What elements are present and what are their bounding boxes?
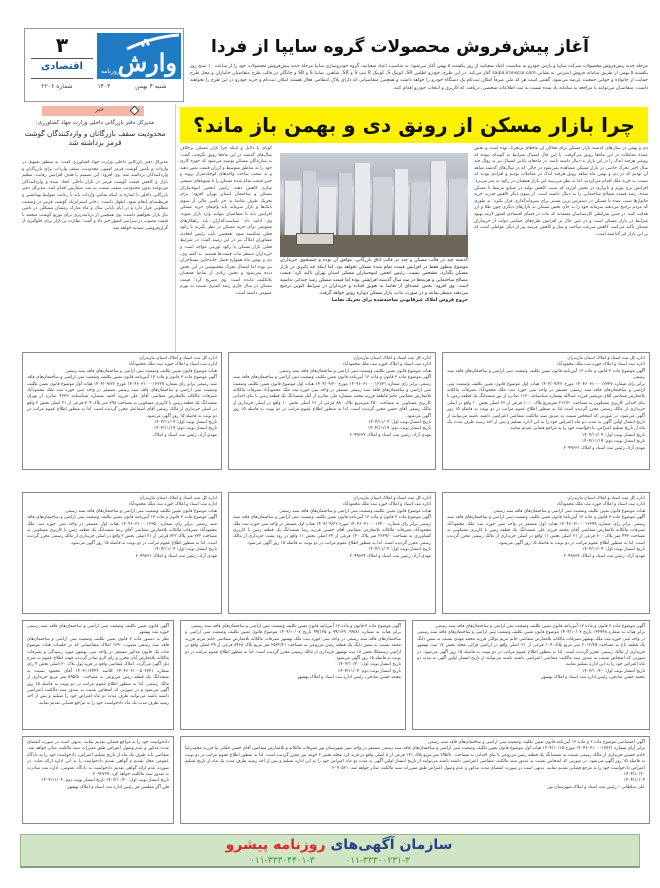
legal-notice	[412, 620, 650, 730]
notice-date: ۱۴۰۴/۱۰/۲۰	[623, 772, 645, 778]
advertising-banner	[20, 834, 640, 868]
news-tag-label: خبر	[95, 106, 104, 113]
notice-office: اداره ثبت اسناد و املاک حوزه ثبت ملک محمودآباد	[556, 362, 645, 368]
notice-office: اداره ثبت اسناد و املاک حوزه ثبت ملک محمودآباد	[556, 502, 645, 508]
masthead	[24, 28, 184, 102]
housing-photo	[280, 153, 468, 257]
notice-body: برابر هیات به شماره ۱۴۴۹۴۸ تاریخ ۱۴۰۴/۱۰/۰۷ موضوع قانون تعیین تکلیف وضعیت ثبتی اراضی و ساختمان‌های فاقد سند رسمی در واحد ثبتی حوزه ثبت ملک بهشهر تصرفات مالکانه بلامعارض متقاضی خانم مریم توکلی فرزند محمد مهدی نسبت به شش دانگ یک قطعه باغ به مساحت ۲۰۱۲/۳۵ متر مربع پلاک ۱۰۴ فرعی از ۳۱ اصلی واقع در اراضی قرائی محله بخش ۱۷ ثبت بهشهر خریداری از مالک رسمی محرز گردیده است. لذا به منظور اطلاع عموم مراتب در دو نوبت به فاصله ۱۵ روز آگهی می‌شود. در صورتی که اشخاص نسبت به صدور سند مالکیت متقاضی اعتراضی داشته باشند می‌توانند از تاریخ انتشار اولین آگهی به مدت دو ماه اعتراض خود را به این اداره تسلیم نمایند.	[417, 630, 645, 668]
notice-date: ۱۴۰۴/۱۱/۰۴	[623, 778, 645, 784]
logo-text: وارش	[117, 48, 177, 77]
notice-org: اداره کل ثبت اسناد و املاک استان مازندران	[139, 496, 217, 501]
notice-signer: محمد حسن صادقی، رئیس اداره ثبت اسناد و املاک بهشهر	[297, 675, 401, 681]
notice-body: نظر به دستور ماده ۳ قانون تعیین تکلیف وضعیت ثبتی اراضی و ساختمان‌های فاقد سند رسمی مصوب ۱۳۹۰ املاک متقاضیانی که در جلسات هیات موضوع ماده یک قانون مذکور مستقر در واحد ثبتی بهشهر مورد رسیدگی و تصرفات مالکانه بلامعارض آنان محرز و رای لازم صادر گردیده جهت اطلاع عموم به شرح ذیل آگهی می‌گردد. املاک متقاضی واقع در قریه پول پلاک ۳۰ اصلی بخش ۴ رای شماره ۱۴۰۴۶۰۳۱۰۰۵۰۳۳۴۱ کلاسه ۱۴۰۳۱۱۴۴۴۴ آقای محمود نسبت به ششدانگ یک قطعه زمین مزروعی به مساحت ۵۹۵/۵۰ متر مربع خریداری از مالک رسمی. لذا به منظور اطلاع عموم مراتب در دو نوبت به فاصله ۱۵ روز آگهی می‌شود و در صورتی که اشخاص نسبت به صدور سند مالکیت اعتراضی داشته باشند می‌توانند ظرف مدت دو ماه اعتراض خود را تسلیم و پس از اخذ رسید ظرف مدت یک ماه دادخواست خود را به مراجع قضایی تقدیم نمایند.	[27, 636, 170, 706]
notice-body: آگهی موضوع ماده ۳ قانون و ماده ۱۳ آیین‌نامه قانون تعیین تکلیف وضعیت ثبتی اراضی و ساختمان‌های فاقد سند رسمی برابر رای شماره ۱۴۰۴۶۰۳۱۰۰۰۱۲۳۵۰ هیات اول مستقر در واحد ثبتی حوزه ثبت ملک محمودآباد تصرفات مالکانه بلامعارض متقاضی آقای رضا ششدانگ یک قطعه زمین با کاربری مسکونی به مساحت ۲۲۲ متر پلاک ۷۲۲ فرعی از ۲۱ اصلی بخش ۲ واقع در اسلی خریداری از مالک رسمی محرز گردیده است. لذا به منظور اطلاع عموم مراتب در دو نوبت به فاصله ۱۵ روز آگهی می‌شود.	[27, 515, 218, 546]
notice-date: تاریخ انتشار نوبت دوم: ۱۴۰۴/۱۱/۱۹	[153, 426, 217, 432]
photo-caption-subhead: خروج فروش املاک غیرقانونی ساخته‌شده برای تحریک تقاضا	[331, 297, 468, 303]
notice-org: اداره کل ثبت اسناد و املاک استان مازندران	[567, 356, 645, 361]
banner-paper-label: روزنامه پیشرو	[225, 837, 326, 853]
legal-notice	[22, 620, 174, 730]
logo-prefix: روزنامه	[101, 68, 120, 75]
notice-org: اداره کل ثبت اسناد و املاک استان مازندران	[353, 496, 431, 501]
column-divider	[175, 104, 176, 352]
photo-caption	[280, 258, 468, 304]
top-story-body: مرحله جدید پیش‌فروش محصولات شرکت سایپا و پارس خودرو به مناسبت اعیاد شعبانیه از روز یکشنبه ۵ بهمن آغاز می‌شود؛ به مناسبت اعیاد شعبانیه، گروه خودروسازی سایپا مرحله جدید پیش‌فروش محصولات خود را از ساعت ۱۰ صبح روز یکشنبه ۵ بهمن از طریق سامانه فروش اینترنتی به نشانی saipa.iranecar.com آغاز می‌کند. در این طرح، خودرو اطلس SR، کوییک S، کوییک R تیپ S و SR، شاهین، ساینا S و SR و چانگان در قالب طرح متقاضیان جانبازان و محل طرح حمایت از خانواده و جوانی جمعیت عرضه می‌شود. گفتنی است هر کد ملی صرفاً امکان ثبت‌نام یک دستگاه خودرو را خواهد داشت و همچنین متقاضیانی که دارای پلاک انتظامی فعال هستند امکان ثبت‌نام و خرید خودرو در این طرح را نخواهند داشت. متقاضیان می‌توانند با مراجعه به سامانه یاد شده نسبت به ثبت اطلاعات شخصی، دریافت کد کاربری و انتخاب خودرو اقدام کنند.	[190, 64, 649, 91]
photo-caption-text: گذشته چند در قالب مسکن و چند در قالب اتاق بازرگانی، موافق آن بوده و جستجوی خریداران موضوع منظور فقط در افزایش قیمت تمام شده مسکن نخواهد بود. اما اینکه چه تاثیری در بازار مسکن بگذارد، مشخص نیست. رئیس انجمن انبوه‌سازان مسکن استان تهران تاکید کرد: قیمت مصالح ساختمانی و هزینه‌ها در سه سال گذشته افزایشی بوده اما قیمت مسکن رشد چندانی نداشته است. وی افزود: بخش عمده‌ای از تقاضا به تعویق افتاده و خریداران در شرایط کنونی ترجیح می‌دهند منتظر بمانند و در صورت ثبات، بازار مسکن دوباره رونق خواهد گرفت.	[280, 258, 468, 296]
notice-date: تاریخ انتشار نوبت دوم: ۱۴۰۴/۱۱/۱۹	[367, 426, 431, 432]
notice-body: دادخواست خود را به مراجع قضایی تقدیم نمایند. بدیهی است در صورت انقضای مدت مذکور و عدم وصول اعتراض طبق مقررات سند مالکیت صادر خواهد شد. متقاضی باید ظرف یک ماه از تاریخ تسلیم اعتراض، دادخواست خود را به دادگاه عمومی محل تقدیم و گواهی تقدیم دادخواست را به این اداره ارائه نماید. در صورت عدم ارائه گواهی تقدیم دادخواست به دادگاه عمومی، اداره ثبت مبادرت به صدور سند مالکیت خواهد کرد. ۲۰۹۲۷۲۹	[27, 740, 169, 778]
newspaper-logo	[97, 33, 181, 79]
notice-signer: مهدی آزاد، رئیس ثبت اسناد و املاک ۲۰۹۹۶۳۲	[349, 432, 431, 438]
issue-date: شنبه ۴ بهمن	[135, 83, 167, 90]
notice-date: تاریخ انتشار نوبت اول: ۱۴۰۴/۱۱/۰۴	[582, 547, 645, 553]
notice-date: تاریخ انتشار نوبت اول: ۱۴۰۴/۱۰/۲۰ تاریخ انتشار نوبت دوم: ۱۴۰۴/۱۱/۰۴	[41, 778, 169, 784]
notice-body: برابر هیات به شماره ۹۹/۸۱، ۹۹/۱۳۹ و ۹۹/۱۳۵ تاریخ ۱۴۰۴/۱۰/۰۷ موضوع قانون تعیین تکلیف وضعیت ثبتی اراضی و ساختمان‌های فاقد سند رسمی در واحد ثبتی حوزه ثبت ملک بهشهر تصرفات مالکانه بلامعارض متقاضی خانم مریم فرزند محمد نسبت به شش دانگ یک قطعه زمین مزروعی به مساحت ۲۵۳۲/۲۱ متر مربع پلاک ۸۴۶۸ فرعی از ۳۹ اصلی واقع در اراضی رستمکلا بخش ۱۸ ثبت بهشهر خریداری از مالک رسمی محرز گردیده است. لذا به منظور اطلاع عموم مراتب در دو نوبت به فاصله ۱۵ روز آگهی می‌شود.	[185, 630, 402, 662]
notice-signer: علی سلطانی – رئیس ثبت اسناد و املاک شهرستان نور	[547, 784, 645, 790]
banner-phone: ۰۱۱-۳۳۳۰۴۴۰۱-۳	[250, 856, 315, 866]
notice-date: تاریخ انتشار نوبت اول: ۱۴۰۴/۱۱/۰۴	[368, 420, 431, 426]
issue-date-line	[29, 83, 179, 90]
notice-org: اداره کل ثبت اسناد و املاک استان مازندران	[353, 356, 431, 361]
side-news-kicker: مدیرکل دفتر بازرگانی داخلی وزارت جهاد کشاورزی:	[35, 120, 155, 126]
legal-notice	[228, 352, 436, 470]
banner-title	[21, 837, 639, 853]
side-news-title: محدودیت سقف بازرگانان و واردکنندگان گوشت قرمز برداشته شد	[24, 129, 166, 147]
notice-date: تاریخ انتشار نوبت اول: ۱۴۰۴/۱۱/۰۴	[154, 420, 217, 426]
notice-date: تاریخ انتشار نوبت اول: ۱۴۰۴/۱۰/۲۰	[582, 668, 645, 674]
banner-phone: ۰۱۱-۳۳۳۰۰۲۳۱-۳	[345, 856, 410, 866]
banner-org-label: سازمان آگهی‌های	[330, 837, 453, 853]
notice-date: تاریخ انتشار نوبت دوم: ۱۴۰۴/۱۱/۰۴	[337, 668, 401, 674]
notice-title: آگهی اختصاصی موضوع ماده ۳ و ماده ۱۳ آیین‌نامه قانون تعیین تکلیف وضعیت ثبتی اراضی و ساختمان‌های فاقد سند رسمی	[427, 740, 645, 745]
notice-office: اداره ثبت اسناد و املاک حوزه ثبت ملک محمودآباد	[128, 502, 217, 508]
notice-body: آگهی موضوع ماده ۳ قانون و ماده ۱۳ آیین‌نامه قانون تعیین تکلیف وضعیت ثبتی اراضی و ساختمان‌های فاقد سند رسمی برابر رای شماره ۱۴۰۴۶۰۳۱۰۰۰۱۲۳۹۹ هیات اول مستقر در واحد ثبتی حوزه ثبت ملک محمودآباد تصرفات مالکانه بلامعارض متقاضی آقای محمد فرزند علی ششدانگ یک قطعه زمین با کاربری مسکونی به مساحت ۴۴۳ متر پلاک ۶۰۰ فرعی از ۲۱ اصلی بخش ۱۱ واقع در اسلی خریداری از مالک رسمی محرز گردیده است. لذا به منظور اطلاع عموم مراتب در دو نوبت به فاصله ۱۵ روز آگهی می‌شود.	[447, 515, 645, 546]
side-news-header	[20, 104, 170, 156]
notice-office: اداره ثبت اسناد و املاک حوزه ثبت ملک محمودآباد	[342, 502, 431, 508]
notice-title: آگهی قانون تعیین تکلیف وضعیت ثبتی اراضی و ساختمان‌های فاقد سند رسمی حوزه ثبت بهشهر	[27, 624, 169, 636]
notice-title: آگهی موضوع ماده ۳ قانون و ماده ۱۳ آیین‌نامه قانون تعیین تکلیف وضعیت ثبتی اراضی و ساختمان‌های فاقد سند رسمی	[447, 368, 645, 381]
legal-notice	[22, 492, 222, 614]
notice-title: آگهی موضوع ماده ۳ قانون و ماده ۱۳ آیین‌نامه قانون تعیین تکلیف وضعیت ثبتی اراضی و ساختمان‌های فاقد سند رسمی	[435, 624, 645, 629]
truck-shape	[296, 233, 334, 245]
notice-date: تاریخ انتشار نوبت اول: ۱۴۰۴/۱۱/۰۴	[154, 547, 217, 553]
top-story-title: آغاز پیش‌فروش محصولات گروه سایپا از فردا	[211, 37, 589, 57]
notice-org: اداره کل ثبت اسناد و املاک استان مازندران	[567, 496, 645, 501]
side-news-body: مدیرکل دفتر بازرگانی داخلی وزارت جهاد کشاورزی گفت: به منظور تسهیل در واردات و تامین گوشت قرمز کشور، محدودیت سقف واردات برای بازرگانان و واردکنندگان برداشته شد. وی افزود: این تصمیم با هدف افزایش رقابت، تنظیم بازار و کاهش قیمت گوشت قرمز در بازار داخلی اتخاذ شده و واردکنندگان می‌توانند بدون محدودیت سقف نسبت به ثبت سفارش اقدام کنند. مدیرکل دفتر بازرگانی داخلی با اشاره به اینکه تمامی واردات باید با رعایت ضوابط بهداشتی و قرنطینه‌ای انجام شود، اظهار داشت: ذخایر استراتژیک گوشت قرمز در وضعیت مطلوبی قرار دارد و در ایام پایانی سال و ماه مبارک رمضان مشکلی در تامین نیاز بازار نخواهیم داشت. وی همچنین از برنامه‌ریزی برای توزیع گوشت منجمد با قیمت مصوب در سراسر کشور خبر داد و گفت: نظارت بر بازار برای جلوگیری از گران‌فروشی تشدید خواهد شد.	[22, 160, 168, 231]
legal-notice	[180, 736, 650, 824]
notice-office: اداره ثبت اسناد و املاک حوزه ثبت ملک محمودآباد	[342, 362, 431, 368]
notice-signer: مهدی آزاد، رئیس ثبت اسناد و املاک ۲۰۹۹۶۳۱	[135, 553, 217, 559]
notice-signer: مهدی آزاد، رئیس ثبت اسناد و املاک ۲۰۹۹۶۳۳	[563, 553, 645, 559]
legal-notice	[22, 736, 174, 824]
notice-signer: مهدی آزاد، رئیس ثبت اسناد و املاک ۲۰۹۹۶۳۱	[563, 445, 645, 451]
main-story-column-right: دی و بهمن در سال‌های گذشته بازار مسکن برای فعالان آن ماه‌های پرتحرک بوده است و بخش عمده معاملات در این ماه‌ها رونق می‌گرفت. با این حال امسال شرایط به گونه‌ای نبوده که رونقی هرچند اندک را در این بازار به دنبال داشته باشد. در ماه‌های پایانی امسال نیز به روال چند سال اخیر تحرک خاصی در بازار مسکن مشاهده نمی‌شود در حالی که در سال‌های گذشته شاهد آن بودیم که در دی و بهمن ماه شاهد رونق هرچند اندک در معاملات بودیم و افرادی بودند که نسبت به خرید ملک اقدام می‌کردند. اما به نظر می‌رسد این بازار همچنان در رکود به سر می‌برد. افزایش نرخ تورم و ناترازی در بخش انرژی که سبب کاهش تولید در صنایع مرتبط با مسکن شده، رشد قیمت مصالح ساختمانی را به دنبال داشته است. از سوی دیگر کاهش قدرت خرید خانوارها سبب شده تا مسکن در دسترس ترین مسیر برای سرمایه‌گذاری قرار نگیرد؛ به طوری که مردم ترجیح می‌دهند سرمایه خود را به جای بخش مسکن به بازارهای دیگری چون طلا و ارز هدایت کنند. در چنین شرایطی کارشناسان معتقدند که ثبات در فضای اقتصادی کشور لازمه بهبود شرایط در بازار مسکن است و در عین حال بر افزایش طرح‌های حمایتی دولت از خریداران مسکن تأکید می‌کنند. کاهش سرعت ساخت و ساز و کاهش عرضه نیز از دیگر عواملی است که بر این بازار اثر گذاشته است.	[474, 146, 648, 237]
notice-title: هیات موضوع قانون تعیین تکلیف وضعیت ثبتی اراضی و ساختمان‌های فاقد سند رسمی	[65, 508, 217, 514]
section-label: اقتصادی	[31, 61, 93, 79]
notice-date: تاریخ انتشار نوبت اول: ۱۴۰۴/۱۰/۲۰	[338, 662, 401, 668]
notice-signer: فلن آگر مفلسی فر رئیس اداره ثبت اسناد و املاک بهشهر	[67, 784, 169, 790]
notice-title: هیات موضوع قانون تعیین تکلیف وضعیت ثبتی اراضی و ساختمان‌های فاقد سند رسمی	[493, 508, 645, 514]
page-number: ۳	[31, 33, 93, 59]
notice-signer: محمد حسن صادقی، رئیس اداره ثبت اسناد و املاک بهشهر	[541, 675, 645, 681]
notice-title: هیات موضوع قانون تعیین تکلیف وضعیت ثبتی اراضی و ساختمان‌های فاقد سند رسمی	[65, 368, 217, 374]
legal-notice	[180, 620, 406, 730]
diamond-icon	[130, 106, 140, 116]
issue-year: ۱۴۰۴	[97, 83, 111, 90]
notice-date: تاریخ انتشار نوبت دوم: ۱۴۰۴/۱۱/۱۹	[581, 439, 645, 445]
notice-org: اداره کل ثبت اسناد و املاک استان مازندران	[139, 356, 217, 361]
notice-title: هیات موضوع قانون تعیین تکلیف وضعیت ثبتی اراضی و ساختمان‌های فاقد سند رسمی	[279, 508, 431, 514]
notice-title: آگهی موضوع ماده ۳ قانون و ماده ۱۳ آیین‌نامه قانون تعیین تکلیف وضعیت ثبتی اراضی و ساختمان‌های فاقد سند رسمی	[191, 624, 401, 629]
notice-office: اداره ثبت اسناد و املاک حوزه ثبت ملک محمودآباد	[128, 362, 217, 368]
issue-number: شماره ۲۲۰۶	[41, 83, 73, 90]
notice-body: آگهی موضوع ماده ۳ قانون و ماده ۱۳ آیین‌نامه قانون تعیین تکلیف وضعیت ثبتی اراضی و ساختمان‌های فاقد سند رسمی برابر رای شماره ۱۴۰۴۶۰۳۱۰۰۰۱۲۴۰۰ مورخ ۱۴۰۴/۰۹/۲۲ هیات اول مستقر در واحد ثبتی حوزه ثبت ملک محمودآباد تصرفات مالکانه بلامعارض متقاضی آقای حسین فرزند رضا ششدانگ یک قطعه زمین با کاربری کشاورزی به مساحت ۲۳۲۹/۰ متر پلاک ۱۴۰ فرعی از ۲۴ اصلی بخش ۱۱ واقع در رود پشت خریداری از مالک رسمی محرز گردیده است. لذا به منظور اطلاع عموم مراتب در دو نوبت به فاصله ۱۵ روز آگهی می‌شود.	[233, 515, 431, 546]
legal-notice	[22, 352, 222, 470]
main-headline: چرا بازار مسکن از رونق دی و بهمن باز ماند؟	[180, 107, 648, 143]
news-tag	[42, 106, 144, 116]
main-story-column-left: گویای یا دلایل و اینکه چرا بازار مسکن برخلاف سال‌های گذشته در این ماه‌ها رونق نگرفت، گفت: به سازندگان مسکن توصیه می‌شود که حوزه کاری خود را به مناطق متوسط و ارزان قیمت تغییر دهند و به سمت ساخت واحدهای کوچک‌متراژ بروند و حتی قیمت تمام شده مسکن را با شیوه‌های صنعتی سازی کاهش دهند. رئیس انجمن انبوه‌سازان مسکن و ساختمان استان تهران افزود: برای تحریک طرف تقاضا به جز تامین مالی از سوی بانک‌ها و بازار سرمایه باید وام‌های خرید مسکن افزایش یابد تا متقاضیان بتوانند وارد بازار شوند. وی ادامه داد: سیاست‌گذاران باید راهکارهای تشویقی برای خرید مسکن در نظر بگیرند تا رکود فعلی شکسته شود. همچنین نایب رئیس اتحادیه مشاوران املاک نیز در این زمینه گفت: در شرایط فعلی بازار مسکن با رکود تورمی مواجه است و خریداران منتظر ثبات قیمت‌ها هستند. به گفته وی، دی و بهمن ماه همواره فصل جابه‌جایی مستاجران نیز بوده اما امسال تحرک محسوسی در این بخش دیده نمی‌شود و بخش زیادی از تقاضا همچنان بلاتکلیف مانده است. وی تصریح کرد: قیمت مسکن در سال جاری رشد کمتری نسبت به تورم عمومی داشته است.	[180, 146, 272, 297]
notice-signer: مهدی آزاد، رئیس ثبت اسناد و املاک	[153, 432, 217, 438]
notice-body: آگهی موضوع ماده ۳ قانون و ماده ۱۳ آیین‌نامه قانون تعیین تکلیف وضعیت ثبتی اراضی و ساختمان‌های فاقد سند رسمی برابر رای شماره ۱۴۰۴۶۰۳۱۰۰۰۱۲۲۳۱ مورخ ۱۴۰۴/۰۹/۲۰ هیات اول موضوع قانون تعیین تکلیف وضعیت ثبتی اراضی و ساختمان‌های فاقد سند رسمی مستقر در واحد ثبتی حوزه ثبت ملک محمودآباد تصرفات مالکانه بلامعارض متقاضی خانم فاطمه فرزند محمد بشماره ملی صادره از آمل ششدانگ یک قطعه زمین با بنای احداثی کاربری مسکونی به مساحت ۲۵۰ مترمربع پلاک ۸۸۰ فرعی از ۲۱ اصلی بخش ۱۰ واقع در اسلی خریداری از مالک رسمی آقای حسن محرز گردیده است. لذا به منظور اطلاع عموم مراتب در دو نوبت به فاصله ۱۵ روز آگهی می‌شود.	[233, 375, 431, 419]
legal-notice	[442, 492, 650, 614]
notice-date: تاریخ انتشار نوبت اول: ۱۴۰۴/۱۱/۰۴	[368, 547, 431, 553]
notice-body: برابر آرای شماره ۱۴۰۴۶۰۳۱۰۰۰۱۷۷۲۱ مورخ ۱۴۰۴/۱۰/۱۵ هیات اول موضوع قانون تعیین تکلیف وضعیت ثبتی اراضی و ساختمان‌های فاقد سند رسمی مستقر در واحد ثبتی شهرستان نور تصرفات مالکانه و بلامعارض متقاضی آقای حسن خلیلی نیا فرزند محمدرضا خادم حسین خریداری از مالک رسمی نسبت به ششدانگ یک قطعه زمین مزروعی با بنای احداثی به مساحت ۲۹۵/۸۰ متر مربع پلاک ۱۲۱ فرعی از ۸ اصلی واقع در قریه کرد محله بخش ۲ حومه نور محرز گردیده است. لذا به منظور اطلاع عموم مراتب در دو نوبت به فاصله ۱۵ روز آگهی می‌شود. در صورتی که اشخاص نسبت به صدور سند مالکیت متقاضی اعتراضی داشته باشند می‌توانند از تاریخ انتشار اولین آگهی به مدت دو ماه اعتراض خود را به این اداره تسلیم و پس از اخذ رسید ظرف مدت یک ماه از تاریخ تسلیم اعتراض دادخواست خود را به مرجع قضایی تقدیم نمایند. بدیهی است در صورت انقضای مدت مذکور و عدم وصول اعتراض طبق مقررات سند مالکیت صادر خواهد شد. ۲۰۹۰۵۲۱	[185, 746, 645, 771]
notice-title: هیات موضوع قانون تعیین تکلیف وضعیت ثبتی اراضی و ساختمان‌های فاقد سند رسمی	[279, 368, 431, 374]
legal-notice	[442, 352, 650, 470]
banner-phones	[21, 856, 639, 866]
notice-signer: مهدی آزاد، رئیس ثبت اسناد و املاک ۲۰۹۹۶۳۴	[349, 553, 431, 559]
notice-body: آگهی موضوع ماده ۳ قانون و ماده ۱۳ آیین‌نامه قانون تعیین تکلیف وضعیت ثبتی اراضی و ساختمان‌های فاقد سند رسمی برابر رای شماره ۱۴۰۴۶۰۳۱۰۰۰۱۲۳۲۷ مورخ ۱۴۰۴/۰۹/۲۲ هیات اول موضوع قانون تعیین تکلیف وضعیت ثبتی اراضی و ساختمان‌های فاقد سند رسمی مستقر در واحد ثبتی حوزه ثبت ملک محمودآباد تصرفات مالکانه بلامعارض متقاضی آقای علی فرزند احمد بشماره شناسنامه ۴۳۳۳ صادره از تهران ششدانگ یک قطعه زمین با کاربری مسکونی به مساحت ۲۹۸ متر پلاک ۷۰۹ فرعی از ۲۱ اصلی بخش ۲ واقع در اسلی خریداری از مالک رسمی آقای اسماعیل محرز گردیده است. لذا به منظور اطلاع عموم مراتب در دو نوبت به فاصله ۱۵ روز آگهی می‌شود.	[27, 375, 218, 419]
notice-body: برابر رای شماره ۱۴۰۴۶۰۳۱۰۰۰۱۲۳۴۷ مورخ ۱۴۰۴/۰۹/۲۲ هیات اول موضوع قانون تعیین تکلیف وضعیت ثبتی اراضی و ساختمان‌های فاقد سند رسمی مستقر در واحد ثبتی حوزه ثبت ملک محمودآباد تصرفات مالکانه بلامعارض متقاضی آقای مرتضی فرزند عبدالله بشماره شناسنامه ۱۱۳۰ صادره از نور ششدانگ یک قطعه زمین با بنای احداثی کاربری مسکونی به مساحت ۳۱۲/۳۰ مترمربع پلاک ۱۰۰۰ فرعی از ۳۲ اصلی بخش ۱۰ واقع در اسلی خریداری از مالک رسمی محرز گردیده است لذا به منظور اطلاع عموم مراتب در دو نوبت به فاصله ۱۵ روز آگهی می‌شود. در صورتی که اشخاص نسبت به صدور سند مالکیت متقاضی اعتراضی داشته باشند می‌توانند از تاریخ انتشار اولین آگهی به مدت دو ماه اعتراض خود را به این اداره تسلیم و پس از اخذ رسید ظرف مدت یک ماه از تاریخ تسلیم اعتراض، دادخواست خود را به مراجع قضایی تقدیم نمایند.	[446, 381, 646, 432]
notice-date: تاریخ انتشار نوبت اول: ۱۴۰۴/۱۱/۰۴	[582, 432, 645, 438]
legal-notice	[228, 492, 436, 614]
